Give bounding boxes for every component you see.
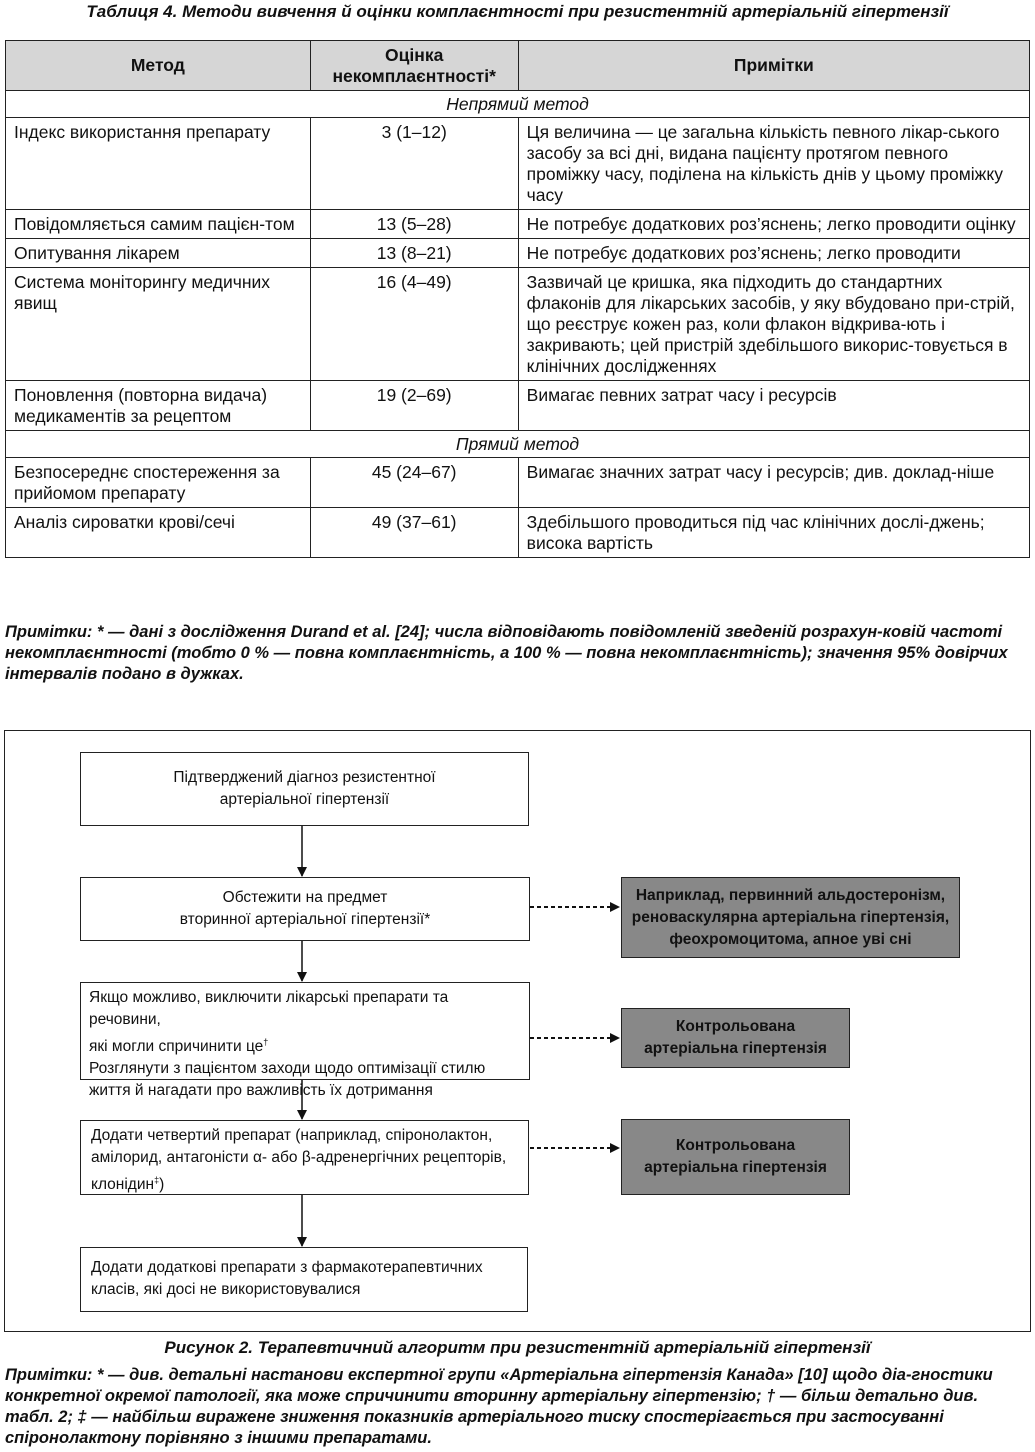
method-cell: Поновлення (повторна видача) медикаментів за рецептом xyxy=(6,381,311,431)
outcome-controlled-2: Контрольована артеріальна гіпертензія xyxy=(621,1119,850,1195)
score-cell: 13 (8–21) xyxy=(310,239,518,268)
step-screen-secondary: Обстежити на предмет вторинної артеріальної гіпертензії* xyxy=(80,877,530,941)
table-row xyxy=(6,508,1030,558)
method-cell: Повідомляється самим пацієн-том xyxy=(6,210,311,239)
method-cell: Опитування лікарем xyxy=(6,239,311,268)
step-confirmed-diagnosis: Підтверджений діагноз резистентної артеріальної гіпертензії xyxy=(80,752,529,826)
method-cell: Індекс використання препарату xyxy=(6,118,311,210)
notes-cell: Здебільшого проводиться під час клінічних дослі-джень; висока вартість xyxy=(518,508,1029,558)
outcome-secondary-causes: Наприклад, первинний альдостеронізм, реноваскулярна артеріальна гіпертензія, феохромоцитома, апное уві сні xyxy=(621,877,960,958)
table-row xyxy=(6,239,1030,268)
method-cell: Система моніторингу медичних явищ xyxy=(6,268,311,381)
score-cell: 3 (1–12) xyxy=(310,118,518,210)
table-note: Примітки: * — дані з дослідження Durand et al. [24]; числа відповідають повідомленій зведеній розрахун-ковій частоті некомплаєнтності (тобто 0 % — повна комплаєнтність, а 100 % — повна некомплаєнтність); значення 95% довірчих інтервалів подано в дужках. xyxy=(5,623,1008,683)
notes-cell: Не потребує додаткових роз’яснень; легко проводити оцінку xyxy=(518,210,1029,239)
table-row xyxy=(6,381,1030,431)
method-cell: Аналіз сироватки крові/сечі xyxy=(6,508,311,558)
section-indirect-label: Непрямий метод xyxy=(6,91,1030,118)
section-row-indirect xyxy=(6,91,1030,118)
score-cell: 45 (24–67) xyxy=(310,458,518,508)
table-header-row xyxy=(6,41,1030,91)
notes-cell: Зазвичай це кришка, яка підходить до стандартних флаконів для лікарських засобів, у яку вбудовано при-стрій, що реєструє кожен раз, коли флакон відкрива-ють і закривають; цей пристрій здебільшого викорис-товується в клінічних дослідженнях xyxy=(518,268,1029,381)
table-row xyxy=(6,210,1030,239)
algorithm-figure xyxy=(4,730,1031,1332)
step-add-additional-drugs: Додати додаткові препарати з фармакотерапевтичних класів, які досі не використовувалися xyxy=(80,1247,528,1312)
header-method: Метод xyxy=(6,41,311,91)
notes-cell: Не потребує додаткових роз’яснень; легко проводити xyxy=(518,239,1029,268)
figure-caption: Рисунок 2. Терапевтичний алгоритм при резистентній артеріальній гіпертензії xyxy=(164,1338,871,1357)
step-add-fourth-drug: Додати четвертий препарат (наприклад, спіронолактон, амілорид, антагоністи α- або β-адренергічних рецепторів, клонідин‡) xyxy=(80,1120,529,1195)
section-row-direct xyxy=(6,431,1030,458)
score-cell: 16 (4–49) xyxy=(310,268,518,381)
notes-cell: Вимагає певних затрат часу і ресурсів xyxy=(518,381,1029,431)
header-notes: Примітки xyxy=(518,41,1029,91)
figure-note: Примітки: * — див. детальні настанови експертної групи «Артеріальна гіпертензія Канада» [10] щодо діа-гностики конкретної окремої патології, яка може спричинити вторинну артеріальну гіпертензію; † — більш детально див. табл. 2; ‡ — найбільш виражене зниження показників артеріального тиску спостерігається при застосуванні спіронолактону порівняно з іншими препаратами. xyxy=(5,1366,993,1447)
notes-cell: Ця величина — це загальна кількість певного лікар-ського засобу за всі дні, видана пацієнту протягом певного проміжку часу, поділена на кількість днів у цьому проміжку часу xyxy=(518,118,1029,210)
table-row xyxy=(6,118,1030,210)
score-cell: 49 (37–61) xyxy=(310,508,518,558)
table-row xyxy=(6,268,1030,381)
section-direct-label: Прямий метод xyxy=(6,431,1030,458)
step-exclude-drugs-lifestyle: Якщо можливо, виключити лікарські препарати та речовини, які могли спричинити це† Розглянути з пацієнтом заходи щодо оптимізації стилю життя й нагадати про важливість їх дотримання xyxy=(80,982,530,1080)
outcome-controlled-1: Контрольована артеріальна гіпертензія xyxy=(621,1008,850,1068)
table-row xyxy=(6,458,1030,508)
table-caption: Таблиця 4. Методи вивчення й оцінки комплаєнтності при резистентній артеріальній гіпертензії xyxy=(86,2,949,21)
score-cell: 19 (2–69) xyxy=(310,381,518,431)
notes-cell: Вимагає значних затрат часу і ресурсів; див. доклад-ніше xyxy=(518,458,1029,508)
score-cell: 13 (5–28) xyxy=(310,210,518,239)
compliance-methods-table xyxy=(5,40,1030,558)
method-cell: Безпосереднє спостереження за прийомом препарату xyxy=(6,458,311,508)
header-score: Оцінка некомплаєнтності* xyxy=(310,41,518,91)
